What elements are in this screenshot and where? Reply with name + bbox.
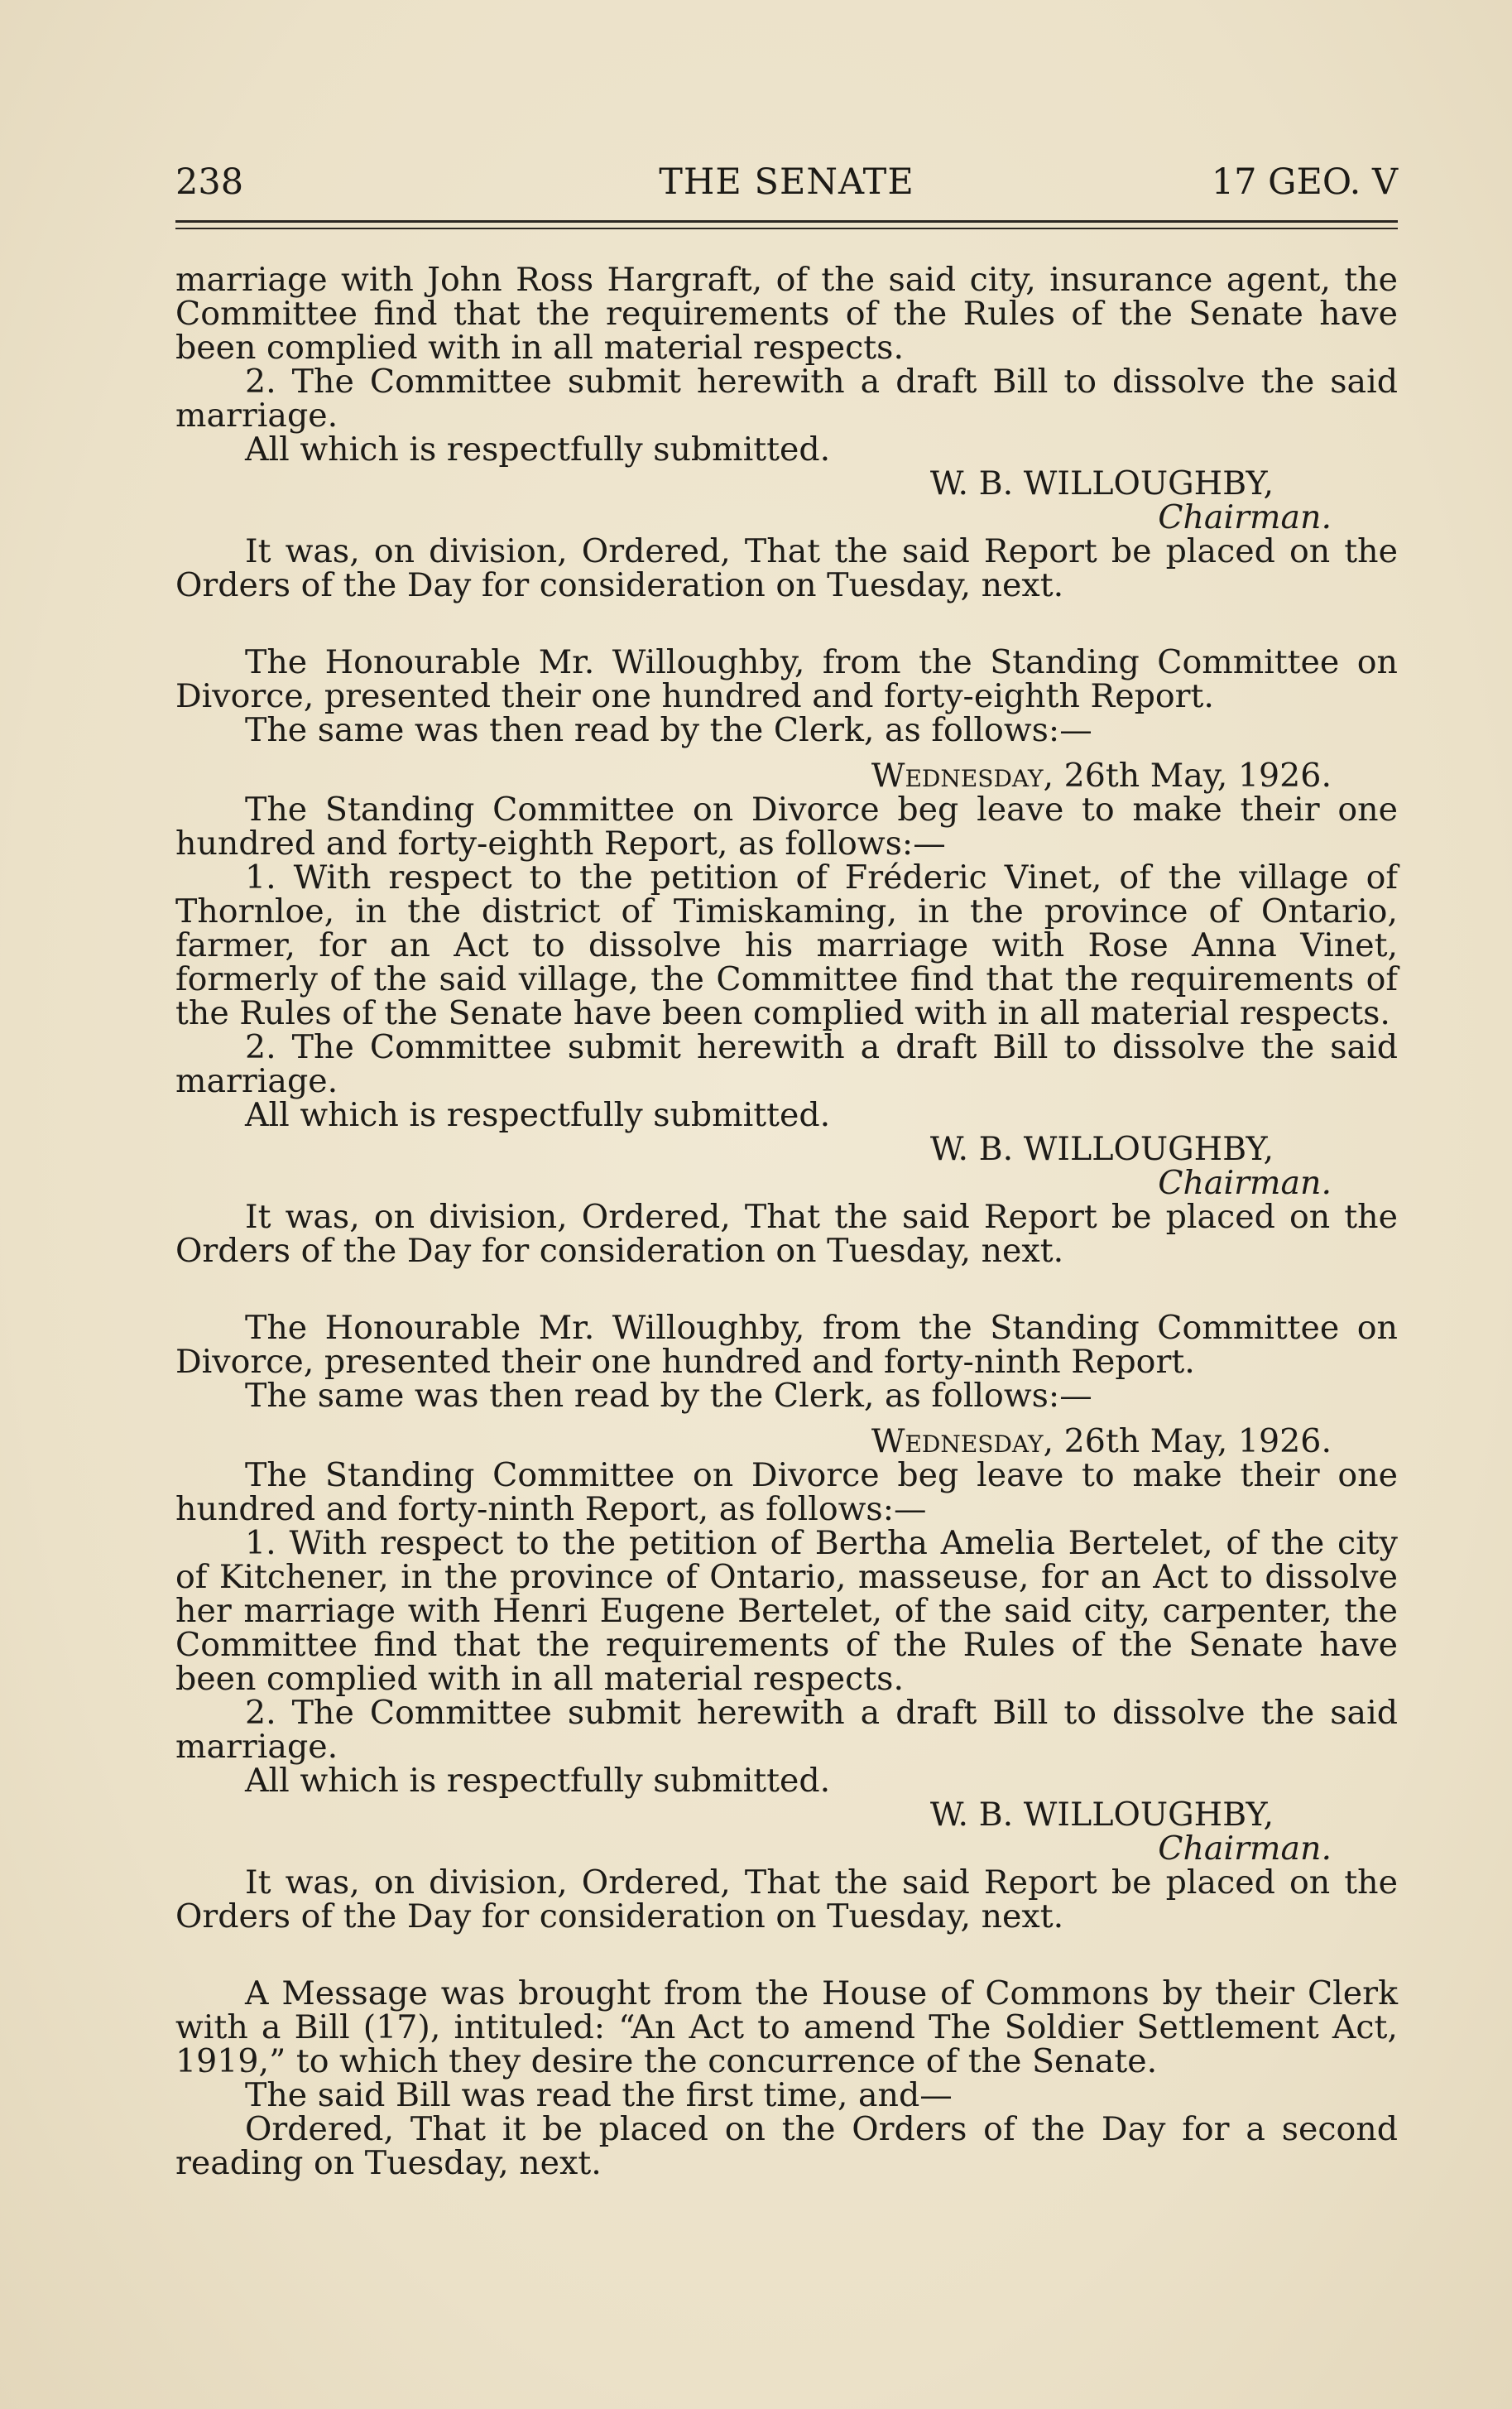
paragraph: The same was then read by the Clerk, as follows:—	[245, 711, 1092, 749]
paragraph: 2. The Committee submit herewith a draft Bill to dissolve the said marriage.	[175, 1028, 1398, 1100]
paragraph: A Message was brought from the House of Commons by their Clerk with a Bill (17), intituled: “An Act to amend The Soldier Settlement Act, 1919,” to which they desire the concurrence of the Senate.	[175, 1974, 1398, 2080]
signature-title: Chairman.	[1158, 1830, 1332, 1868]
signature-title: Chairman.	[1158, 498, 1332, 536]
regnal-year: 17 GEO. V	[1211, 161, 1398, 203]
report-date-day: Wednesday	[871, 757, 1044, 795]
paragraph-continuation: marriage with John Ross Hargraft, of the said city, insurance agent, the Committee find that the requirements of the Rules of the Senate have been complied with in all material respects.	[175, 261, 1398, 367]
header-rule-bottom	[175, 228, 1398, 229]
page-body	[175, 263, 1398, 2181]
paragraph: It was, on division, Ordered, That the said Report be placed on the Orders of the Day for consideration on Tuesday, next.	[175, 1863, 1398, 1935]
paragraph: Ordered, That it be placed on the Orders of the Day for a second reading on Tuesday, next.	[175, 2110, 1398, 2182]
paragraph: The Standing Committee on Divorce beg leave to make their one hundred and forty-ninth Report, as follows:—	[175, 1456, 1398, 1528]
paragraph: All which is respectfully submitted.	[245, 1096, 831, 1134]
paragraph: 1. With respect to the petition of Bertha Amelia Bertelet, of the city of Kitchener, in the province of Ontario, masseuse, for an Act to dissolve her marriage with Henri Eugene Bertelet, of the said city, carpenter, the Committee find that the requirements of the Rules of the Senate have been complied with in all material respects.	[175, 1524, 1398, 1698]
signature-name: W. B. WILLOUGHBY,	[929, 1796, 1274, 1834]
report-date	[175, 759, 1398, 793]
report-date-rest: , 26th May, 1926.	[1043, 757, 1332, 795]
page-header	[175, 157, 1398, 207]
signature-title: Chairman.	[1158, 1164, 1332, 1202]
report-date-day: Wednesday	[871, 1422, 1044, 1460]
page-title: THE SENATE	[659, 161, 914, 203]
paragraph: 2. The Committee submit herewith a draft Bill to dissolve the said marriage.	[175, 1694, 1398, 1766]
section-gap	[175, 1934, 1398, 1977]
paragraph: The Honourable Mr. Willoughby, from the Standing Committee on Divorce, presented their one hundred and forty-ninth Report.	[175, 1309, 1398, 1381]
header-rule-top	[175, 220, 1398, 223]
paragraph: 1. With respect to the petition of Fréderic Vinet, of the village of Thornloe, in the district of Timiskaming, in the province of Ontario, farmer, for an Act to dissolve his marriage with Rose Anna Vinet, formerly of the said village, the Committee find that the requirements of the Rules of the Senate have been complied with in all material respects.	[175, 858, 1398, 1032]
signature-name: W. B. WILLOUGHBY,	[929, 1130, 1274, 1168]
paragraph: The same was then read by the Clerk, as follows:—	[245, 1377, 1092, 1415]
section-gap	[175, 603, 1398, 646]
signature-name: W. B. WILLOUGHBY,	[929, 464, 1274, 502]
paragraph: The Honourable Mr. Willoughby, from the Standing Committee on Divorce, presented their one hundred and forty-eighth Report.	[175, 643, 1398, 715]
page-number: 238	[175, 161, 244, 203]
paragraph: All which is respectfully submitted.	[245, 1762, 831, 1800]
paragraph: It was, on division, Ordered, That the said Report be placed on the Orders of the Day for consideration on Tuesday, next.	[175, 1198, 1398, 1270]
report-date	[175, 1422, 1398, 1460]
paragraph: All which is respectfully submitted.	[245, 430, 831, 469]
paragraph: The said Bill was read the first time, and—	[245, 2076, 953, 2114]
paragraph: It was, on division, Ordered, That the said Report be placed on the Orders of the Day for consideration on Tuesday, next.	[175, 532, 1398, 604]
section-gap	[175, 1268, 1398, 1311]
paragraph: 2. The Committee submit herewith a draft Bill to dissolve the said marriage.	[175, 363, 1398, 435]
report-date-rest: , 26th May, 1926.	[1043, 1422, 1332, 1460]
paragraph: The Standing Committee on Divorce beg leave to make their one hundred and forty-eighth Report, as follows:—	[175, 791, 1398, 863]
